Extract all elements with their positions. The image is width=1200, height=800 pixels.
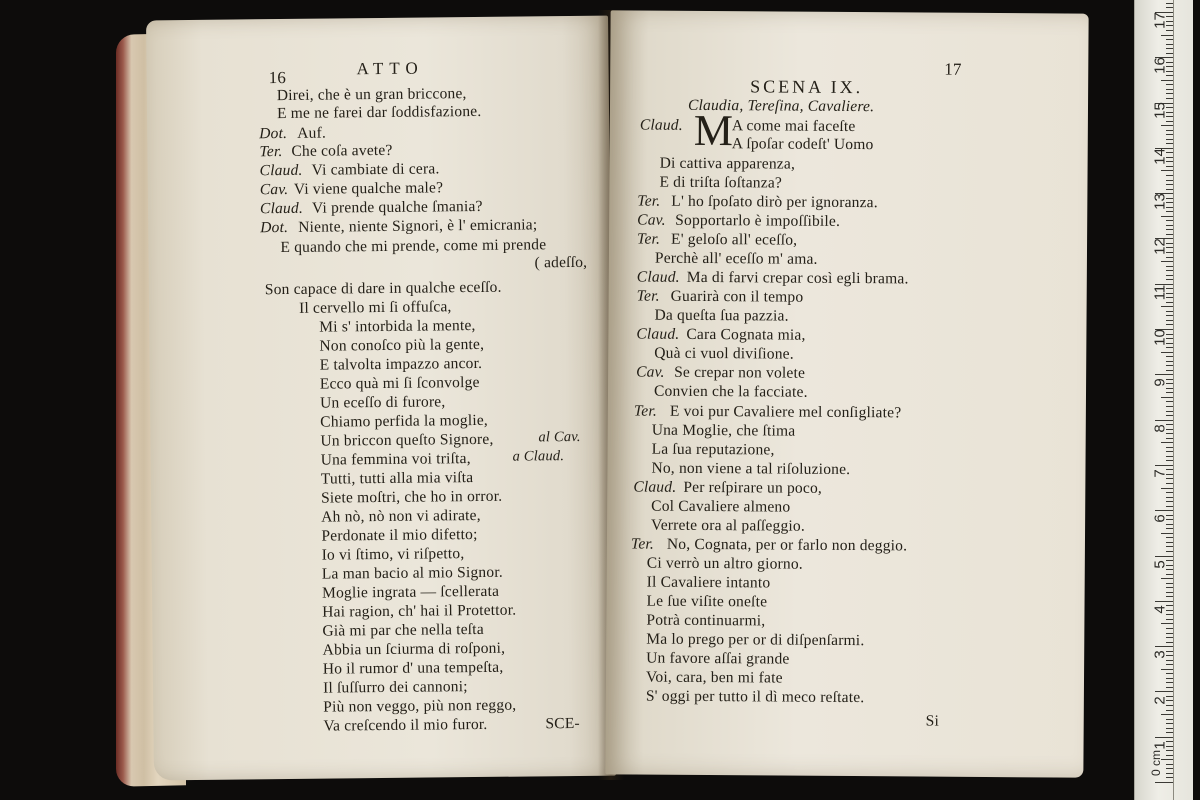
ruler-tick xyxy=(1166,642,1173,643)
ruler-tick xyxy=(1166,365,1173,366)
speaker-label: Dot. xyxy=(259,124,288,143)
speaker-label: Ter. xyxy=(636,287,660,305)
ruler-tick xyxy=(1166,311,1173,312)
ruler-label: 16 xyxy=(1151,57,1169,74)
ruler-tick xyxy=(1166,7,1173,8)
running-header: ATTO xyxy=(356,58,424,79)
ruler-tick xyxy=(1166,401,1173,402)
ruler-tick xyxy=(1166,687,1173,688)
ruler-label: 1 xyxy=(1151,741,1169,750)
text-line: E voi pur Cavaliere mel conſigliate? xyxy=(669,402,902,422)
ruler-tick xyxy=(1161,216,1173,217)
text-line: Guarirà con il tempo xyxy=(670,287,804,306)
ruler-tick xyxy=(1166,175,1173,176)
ruler-tick xyxy=(1166,492,1173,493)
ruler-tick xyxy=(1166,451,1173,452)
ruler-label: 17 xyxy=(1151,12,1169,29)
text-line: Siete moſtri, che ho in orror. xyxy=(320,487,503,507)
ruler-tick xyxy=(1161,306,1173,307)
ruler-tick xyxy=(1166,723,1173,724)
ruler-tick xyxy=(1166,673,1173,674)
text-line: Ma di farvi crepar così egli brama. xyxy=(686,268,909,288)
text-line: Una femmina voi triſta, xyxy=(320,450,471,469)
text-line: Va creſcendo il mio furor. xyxy=(323,715,488,735)
text-line: La man bacio al mio Signor. xyxy=(321,563,503,583)
text-line: Perchè all' eceſſo m' ama. xyxy=(654,249,818,268)
ruler-label: 10 xyxy=(1151,329,1169,346)
ruler-tick xyxy=(1166,551,1173,552)
ruler-tick xyxy=(1166,764,1173,765)
ruler-tick xyxy=(1166,266,1173,267)
scene-title: SCENA IX. xyxy=(750,76,864,98)
speaker-label: Ter. xyxy=(630,535,655,553)
ruler-label: 3 xyxy=(1151,650,1169,659)
page-number-right: 17 xyxy=(944,59,962,79)
text-line: E talvolta impazzo ancor. xyxy=(319,354,483,374)
ruler-tick xyxy=(1166,225,1173,226)
text-line: Le ſue viſite oneſte xyxy=(646,592,768,611)
ruler-label: 15 xyxy=(1151,102,1169,119)
speaker-label: Claud. xyxy=(639,116,683,134)
text-line: Mi s' intorbida la mente, xyxy=(319,317,476,336)
ruler-label: 13 xyxy=(1151,193,1169,210)
ruler-tick xyxy=(1166,279,1173,280)
ruler-tick xyxy=(1166,456,1173,457)
ruler-tick xyxy=(1166,587,1173,588)
ruler-label: 5 xyxy=(1151,560,1169,569)
speaker-label: Ter. xyxy=(637,192,661,210)
ruler-tick xyxy=(1161,578,1173,579)
text-line: Il ſuſſurro dei cannoni; xyxy=(322,678,468,697)
ruler-tick xyxy=(1166,542,1173,543)
ruler-tick xyxy=(1166,44,1173,45)
ruler-tick xyxy=(1166,773,1173,774)
text-line: A ſpoſar codeſt' Uomo xyxy=(731,135,874,154)
scene-characters: Claudia, Tereſina, Cavaliere. xyxy=(687,96,875,116)
speaker-label: Ter. xyxy=(633,402,658,420)
catchword: SCE- xyxy=(545,714,580,733)
text-line: Se crepar non volete xyxy=(674,363,806,382)
ruler-tick xyxy=(1166,48,1173,49)
text-line: Vi prende qualche ſmania? xyxy=(311,197,483,217)
ruler-tick xyxy=(1166,143,1173,144)
text-line: Ah nò, nò non vi adirate, xyxy=(321,506,481,526)
ruler-tick xyxy=(1166,777,1173,778)
ruler-tick xyxy=(1166,139,1173,140)
text-line: Voi, cara, ben mi fate xyxy=(645,668,783,687)
ruler-tick xyxy=(1166,275,1173,276)
catchword: Si xyxy=(925,712,940,730)
speaker-label: Ter. xyxy=(637,230,661,248)
text-line: Di cattiva apparenza, xyxy=(659,154,796,173)
ruler-tick xyxy=(1166,460,1173,461)
text-line: A come mai faceſte xyxy=(731,117,856,136)
speaker-label: Claud. xyxy=(636,268,680,286)
text-line: E me ne farei dar ſoddisfazione. xyxy=(276,102,482,123)
ruler-tick xyxy=(1161,80,1173,81)
text-line: Potrà continuarmi, xyxy=(646,611,766,630)
stage-direction: a Claud. xyxy=(512,448,565,465)
measuring-ruler xyxy=(1134,0,1193,800)
ruler-tick xyxy=(1166,320,1173,321)
ruler-label: 6 xyxy=(1151,514,1169,523)
ruler-tick xyxy=(1166,130,1173,131)
ruler-tick xyxy=(1161,170,1173,171)
ruler-tick xyxy=(1166,678,1173,679)
text-line: Verrete ora al paſſeggio. xyxy=(651,516,806,535)
text-line: Da queſta ſua pazzia. xyxy=(654,306,789,325)
ruler-tick xyxy=(1166,633,1173,634)
text-line: Convien che la facciate. xyxy=(653,382,808,401)
ruler-tick xyxy=(1166,628,1173,629)
ruler-tick xyxy=(1166,537,1173,538)
text-line: Già mi par che nella teſta xyxy=(322,620,484,640)
speaker-label: Claud. xyxy=(259,161,303,180)
text-line: Il cervello mi ſi offuſca, xyxy=(298,298,452,317)
ruler-tick xyxy=(1166,89,1173,90)
text-line: Cara Cognata mia, xyxy=(686,325,806,344)
speaker-label: Cav. xyxy=(259,180,289,199)
speaker-label: Cav. xyxy=(637,211,666,229)
ruler-tick xyxy=(1166,220,1173,221)
ruler-tick xyxy=(1166,356,1173,357)
ruler-tick xyxy=(1166,134,1173,135)
ruler-tick xyxy=(1166,583,1173,584)
ruler-tick xyxy=(1166,39,1173,40)
text-line: Per reſpirare un poco, xyxy=(683,478,823,497)
right-page xyxy=(605,10,1088,777)
text-line: Che coſa avete? xyxy=(291,141,393,160)
text-line: Un eceſſo di furore, xyxy=(319,393,446,412)
ruler-tick xyxy=(1161,533,1173,534)
speaker-label: Claud. xyxy=(633,478,677,496)
text-line: Moglie ingrata — ſcellerata xyxy=(321,582,500,602)
ruler-tick xyxy=(1166,447,1173,448)
ruler-tick xyxy=(1166,93,1173,94)
ruler-tick xyxy=(1166,361,1173,362)
text-line: Vi viene qualche male? xyxy=(293,179,444,198)
ruler-tick xyxy=(1161,714,1173,715)
text-line: Chiamo perfida la moglie, xyxy=(320,411,489,431)
text-line: Direi, che è un gran briccone, xyxy=(276,85,467,105)
left-page xyxy=(146,16,616,781)
ruler-label: 11 xyxy=(1151,284,1169,301)
text-line: Non conoſco più la gente, xyxy=(319,335,485,355)
text-line: E' geloſo all' eceſſo, xyxy=(671,230,798,249)
ruler-tick xyxy=(1166,768,1173,769)
stage-direction: al Cav. xyxy=(538,428,581,446)
text-line: Col Cavaliere almeno xyxy=(651,497,791,516)
ruler-tick xyxy=(1166,180,1173,181)
ruler-tick xyxy=(1161,442,1173,443)
ruler-label: 14 xyxy=(1151,148,1169,165)
ruler-tick xyxy=(1166,732,1173,733)
ruler-tick xyxy=(1166,3,1173,4)
text-line: Tutti, tutti alla mia viſta xyxy=(320,469,474,488)
text-line: Sopportarlo è impoſſibile. xyxy=(675,211,841,230)
ruler-tick xyxy=(1166,596,1173,597)
text-line: No, non viene a tal riſoluzione. xyxy=(651,459,851,479)
ruler-tick xyxy=(1166,189,1173,190)
ruler-tick xyxy=(1166,682,1173,683)
ruler-tick xyxy=(1166,411,1173,412)
ruler-tick xyxy=(1161,397,1173,398)
text-line: La ſua reputazione, xyxy=(651,440,775,459)
text-line: Perdonate il mio difetto; xyxy=(321,525,478,545)
text-line: E di triſta ſoſtanza? xyxy=(659,173,783,192)
text-line: Son capace di dare in qualche eceſſo. xyxy=(264,278,502,299)
text-line: Un briccon queſto Signore, xyxy=(320,430,494,450)
ruler-tick xyxy=(1161,488,1173,489)
text-line: Vi cambiate di cera. xyxy=(311,160,440,179)
ruler-tick xyxy=(1161,261,1173,262)
text-line: Il Cavaliere intanto xyxy=(646,573,771,592)
text-line: Abbia un ſciurma di roſponi, xyxy=(322,639,506,659)
speaker-label: Ter. xyxy=(259,143,283,161)
text-line: E quando che mi prende, come mi prende xyxy=(280,236,547,257)
ruler-label: 7 xyxy=(1151,469,1169,478)
ruler-tick xyxy=(1161,669,1173,670)
text-line: Auf. xyxy=(297,124,327,142)
text-line: S' oggi per tutto il dì meco reſtate. xyxy=(645,687,865,707)
ruler-tick xyxy=(1166,637,1173,638)
speaker-label: Claud. xyxy=(259,199,304,218)
text-line: No, Cognata, per or farlo non deggio. xyxy=(666,535,908,555)
ruler-tick xyxy=(1161,35,1173,36)
ruler-tick xyxy=(1166,592,1173,593)
text-line: Hai ragion, ch' hai il Protettor. xyxy=(322,601,517,621)
text-line: ( adeſſo, xyxy=(534,253,588,272)
ruler-tick xyxy=(1166,497,1173,498)
ruler-tick xyxy=(1166,53,1173,54)
text-line: Ci verrò un altro giorno. xyxy=(646,554,803,573)
ruler-tick xyxy=(1166,315,1173,316)
speaker-label: Claud. xyxy=(636,325,680,343)
ruler-tick xyxy=(1166,719,1173,720)
ruler-tick xyxy=(1161,352,1173,353)
ruler-edge-line xyxy=(1173,0,1174,800)
speaker-label: Dot. xyxy=(260,218,289,237)
ruler-tick xyxy=(1166,406,1173,407)
ruler-tick xyxy=(1161,623,1173,624)
drop-cap: M xyxy=(693,105,734,156)
text-line: Una Moglie, che ſtima xyxy=(651,421,796,440)
ruler-label: 4 xyxy=(1151,605,1169,614)
ruler-tick xyxy=(1166,84,1173,85)
speaker-label: Cav. xyxy=(636,363,665,381)
ruler-tick xyxy=(1155,782,1173,783)
ruler-tick xyxy=(1166,501,1173,502)
text-line: Quà ci vuol diviſione. xyxy=(654,344,794,363)
ruler-tick xyxy=(1166,270,1173,271)
ruler-tick xyxy=(1166,728,1173,729)
text-line: Niente, niente Signori, è l' emicrania; xyxy=(298,216,538,236)
ruler-tick xyxy=(1166,546,1173,547)
text-line: Più non veggo, più non reggo, xyxy=(323,696,517,716)
ruler-tick xyxy=(1166,506,1173,507)
ruler-tick xyxy=(1166,229,1173,230)
ruler-tick xyxy=(1166,184,1173,185)
text-line: Ma lo prego per or di diſpenſarmi. xyxy=(646,630,865,650)
text-line: Ecco quà mi ſi ſconvolge xyxy=(319,373,480,393)
ruler-tick xyxy=(1166,415,1173,416)
text-line: Io vi ſtimo, vi riſpetto, xyxy=(321,545,465,564)
text-line: Un favore aſſai grande xyxy=(646,649,790,668)
text-line: L' ho ſpoſato dirò per ignoranza. xyxy=(671,192,878,212)
text-line: Ho il rumor d' una tempeſta, xyxy=(322,658,504,678)
ruler-label: 2 xyxy=(1151,696,1169,705)
ruler-label: 8 xyxy=(1151,424,1169,433)
ruler-unit: 0 cm xyxy=(1149,749,1164,777)
ruler-label: 12 xyxy=(1151,238,1169,255)
page-number-left: 16 xyxy=(268,67,287,88)
ruler-label: 9 xyxy=(1151,378,1169,387)
ruler-tick xyxy=(1161,125,1173,126)
ruler-tick xyxy=(1166,324,1173,325)
